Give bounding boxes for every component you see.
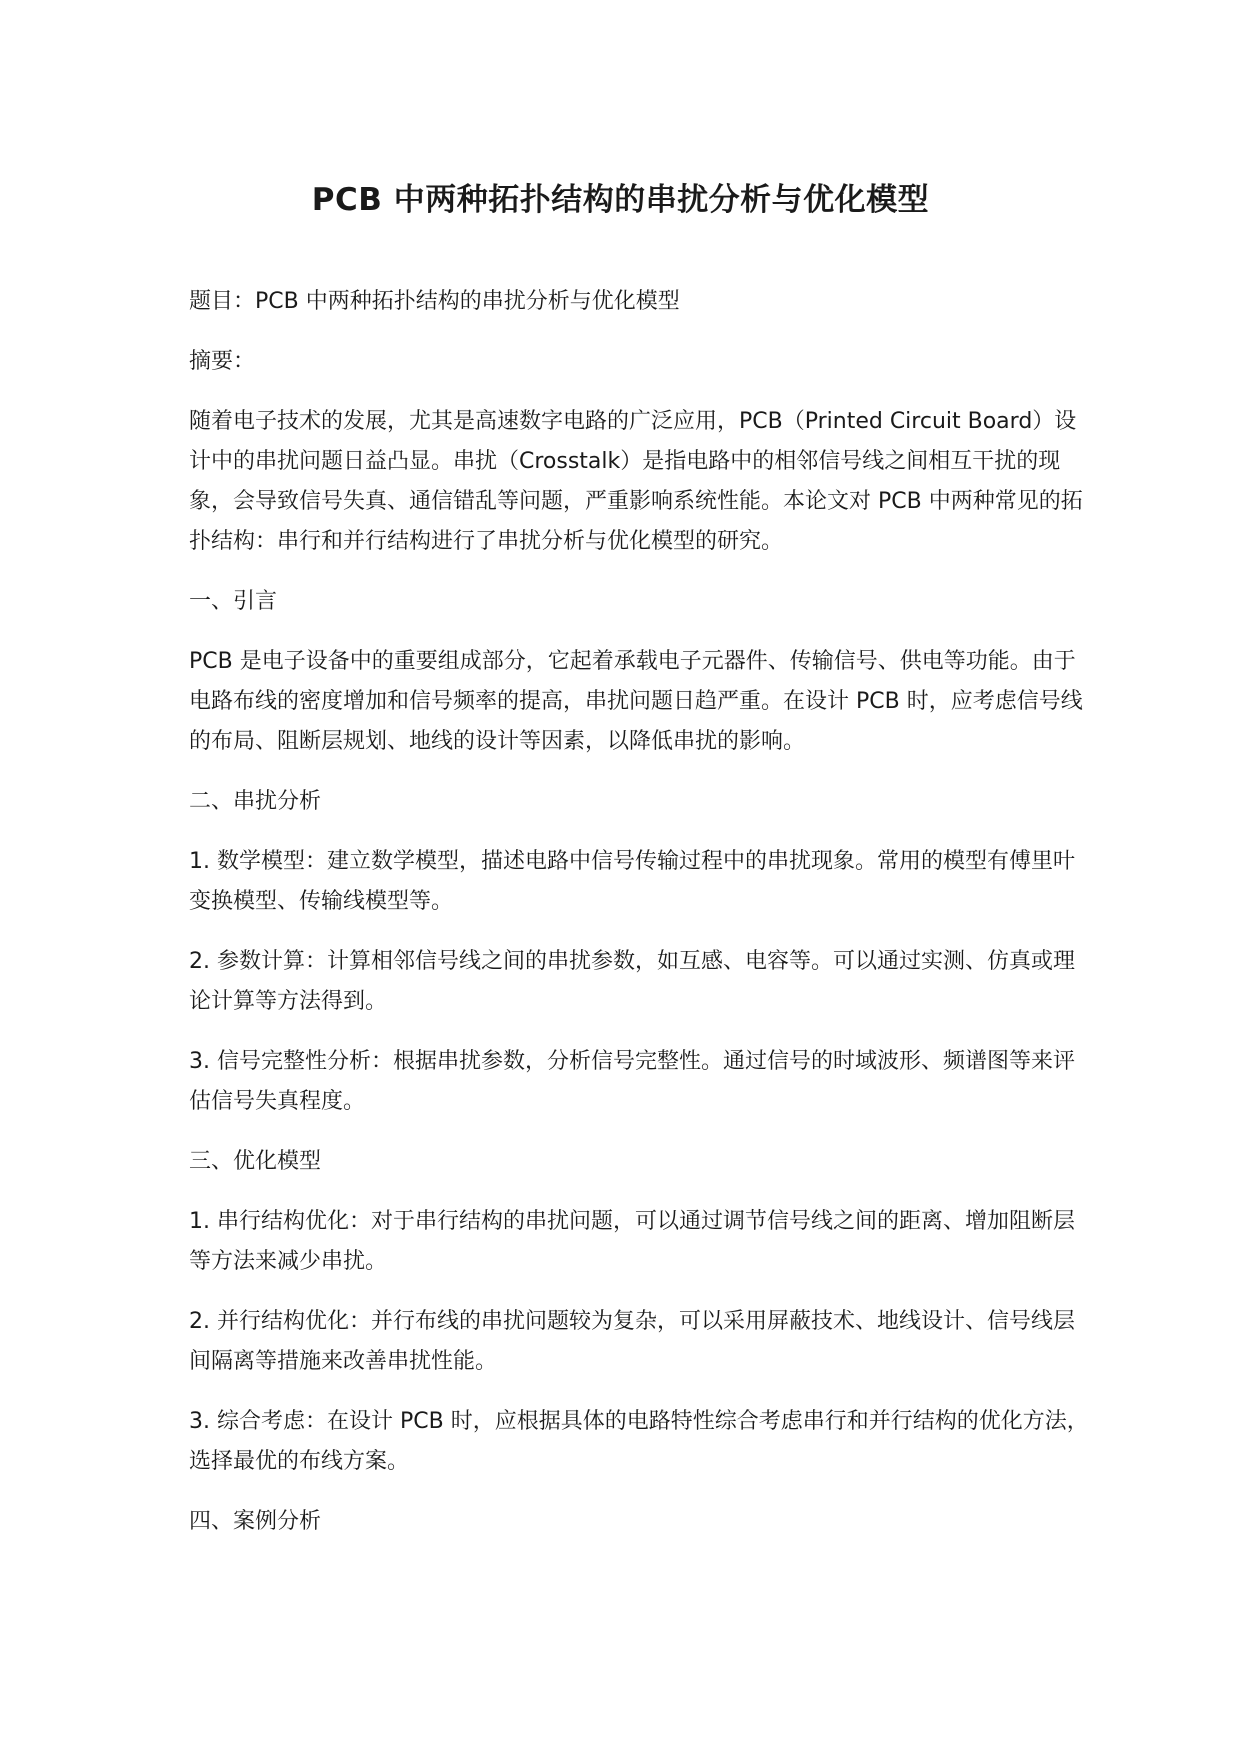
document-title: PCB 中两种拓扑结构的串扰分析与优化模型 (311, 182, 930, 218)
paragraph-analysis-item-2: 2. 参数计算：计算相邻信号线之间的串扰参数，如互感、电容等。可以通过实测、仿真或理论计算等方法得到。 (189, 949, 1075, 1014)
paragraph-optimization-item-3: 3. 综合考虑：在设计 PCB 时，应根据具体的电路特性综合考虑串行和并行结构的优化方法，选择最优的布线方案。 (189, 1409, 1089, 1474)
paragraph-topic: 题目：PCB 中两种拓扑结构的串扰分析与优化模型 (189, 289, 680, 314)
paragraph-analysis-item-3: 3. 信号完整性分析：根据串扰参数，分析信号完整性。通过信号的时域波形、频谱图等来评估信号失真程度。 (189, 1049, 1075, 1114)
section-heading-crosstalk-analysis: 二、串扰分析 (189, 789, 322, 814)
document-body (189, 282, 1089, 1562)
paragraph-analysis-item-1: 1. 数学模型：建立数学模型，描述电路中信号传输过程中的串扰现象。常用的模型有傅里叶变换模型、传输线模型等。 (189, 849, 1075, 914)
section-heading-introduction: 一、引言 (189, 589, 278, 614)
paragraph-abstract-heading: 摘要： (189, 349, 256, 374)
section-heading-case-analysis: 四、案例分析 (189, 1509, 322, 1534)
paragraph-introduction: PCB 是电子设备中的重要组成部分，它起着承载电子元器件、传输信号、供电等功能。由于电路布线的密度增加和信号频率的提高，串扰问题日趋严重。在设计 PCB 时，应考虑信号线的布局、阻断层规划、地线的设计等因素，以降低串扰的影响。 (189, 649, 1083, 754)
section-heading-optimization-model: 三、优化模型 (189, 1149, 322, 1174)
paragraph-abstract: 随着电子技术的发展，尤其是高速数字电路的广泛应用，PCB（Printed Circuit Board）设计中的串扰问题日益凸显。串扰（Crosstalk）是指电路中的相邻信号线之间相互干扰的现象，会导致信号失真、通信错乱等问题，严重影响系统性能。本论文对 PCB 中两种常见的拓扑结构：串行和并行结构进行了串扰分析与优化模型的研究。 (189, 409, 1083, 554)
paragraph-optimization-item-1: 1. 串行结构优化：对于串行结构的串扰问题，可以通过调节信号线之间的距离、增加阻断层等方法来减少串扰。 (189, 1209, 1075, 1274)
paragraph-optimization-item-2: 2. 并行结构优化：并行布线的串扰问题较为复杂，可以采用屏蔽技术、地线设计、信号线层间隔离等措施来改善串扰性能。 (189, 1309, 1075, 1374)
